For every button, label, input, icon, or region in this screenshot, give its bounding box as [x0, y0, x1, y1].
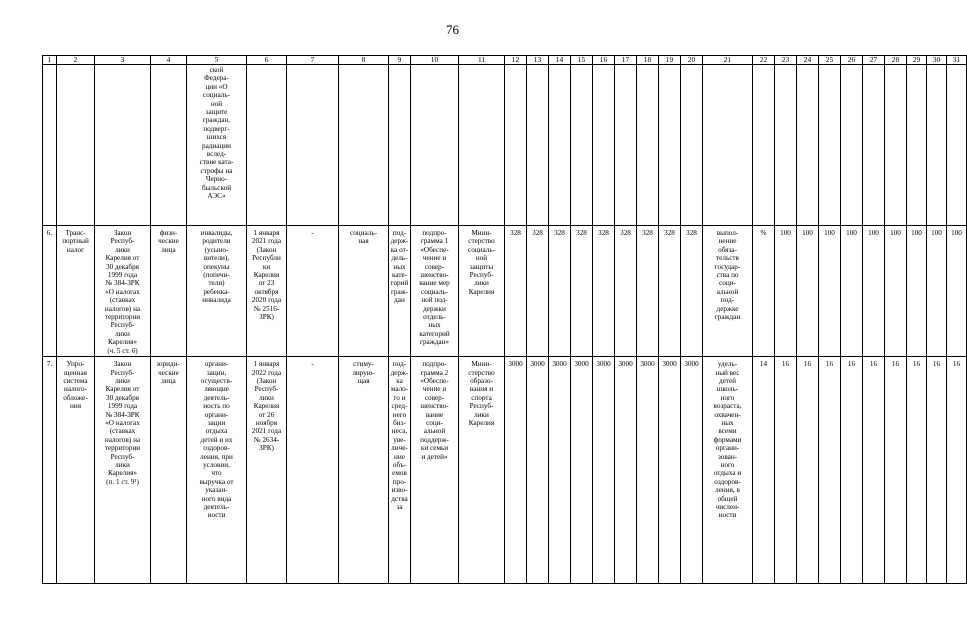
target-value-cell: 100: [841, 226, 863, 357]
target-value-cell: 100: [947, 226, 967, 357]
column-number-cell: 8: [339, 56, 389, 65]
column-number-cell: 10: [411, 56, 459, 65]
empty-cell: [841, 65, 863, 226]
column-number-cell: 29: [907, 56, 927, 65]
target-value-cell: 16: [775, 357, 797, 584]
value-cell: 3000: [571, 357, 593, 584]
taxpayer-category-cell: юриди- ческие лица: [151, 357, 187, 584]
table-row: [43, 357, 967, 584]
subprogram-cell: подпро- грамма 1 «Обеспе- чение и совер- шенство- вание мер социаль- ной под- держки отдель- ных категорий граждан»: [411, 226, 459, 357]
effective-date-cell: 1 января 2021 года (Закон Республи ки Карелия от 23 октября 2020 года № 2516- ЗРК): [247, 226, 287, 357]
empty-cell: [411, 65, 459, 226]
indicator-cell: выпол- нение обяза- тельств государ- ства по соци- альной под- держке граждан: [703, 226, 753, 357]
column-number-cell: 16: [593, 56, 615, 65]
empty-cell: [95, 65, 151, 226]
empty-cell: [549, 65, 571, 226]
page-number: 76: [446, 22, 459, 37]
value-cell: 3000: [637, 357, 659, 584]
unit-cell: 14: [753, 357, 775, 584]
empty-cell: [505, 65, 527, 226]
tax-name-cell: Транс- портный налог: [57, 226, 95, 357]
value-cell: 3000: [615, 357, 637, 584]
empty-cell: [681, 65, 703, 226]
column-number-row: [43, 56, 967, 65]
empty-cell: [863, 65, 885, 226]
column-number-cell: 1: [43, 56, 57, 65]
target-value-cell: 100: [775, 226, 797, 357]
row-number-cell: 7.: [43, 357, 57, 584]
tax-name-cell: Упро- щенная система налого- обложе- ния: [57, 357, 95, 584]
empty-cell: [797, 65, 819, 226]
column-number-cell: 28: [885, 56, 907, 65]
benefit-recipients-cell: органи- зации, осуществ- ляющие деятель- ность по органи- зации отдыха детей и их оздоров- ления, при условии, что выручка от указан- ного вида деятель- ности: [187, 357, 247, 584]
column-number-cell: 22: [753, 56, 775, 65]
target-value-cell: 16: [947, 357, 967, 584]
empty-cell: [287, 65, 339, 226]
column-number-cell: 31: [947, 56, 967, 65]
value-cell: 328: [527, 226, 549, 357]
column-number-cell: 24: [797, 56, 819, 65]
empty-cell: [151, 65, 187, 226]
value-cell: 3000: [681, 357, 703, 584]
column-number-cell: 17: [615, 56, 637, 65]
column-number-cell: 26: [841, 56, 863, 65]
value-cell: 328: [615, 226, 637, 357]
curator-cell: Мини- стерство социаль- ной защиты Респуб- лики Карелия: [459, 226, 505, 357]
column-number-cell: 20: [681, 56, 703, 65]
target-value-cell: 100: [885, 226, 907, 357]
unit-cell: %: [753, 226, 775, 357]
benefit-type-cell: социаль- ная: [339, 226, 389, 357]
target-value-cell: 16: [797, 357, 819, 584]
column-number-cell: 12: [505, 56, 527, 65]
target-value-cell: 16: [885, 357, 907, 584]
effective-date-cell: 1 января 2022 года (Закон Респуб- лики Карелия от 26 ноября 2021 года № 2634- ЗРК): [247, 357, 287, 584]
value-cell: 3000: [527, 357, 549, 584]
empty-cell: [527, 65, 549, 226]
column-number-cell: 9: [389, 56, 411, 65]
target-value-cell: 100: [819, 226, 841, 357]
subprogram-cell: подпро- грамма 2 «Обеспе- чение и совер- шенство- вание соци- альной поддерж- ки семьи и детей»: [411, 357, 459, 584]
empty-cell: [389, 65, 411, 226]
value-cell: 3000: [659, 357, 681, 584]
column-number-cell: 23: [775, 56, 797, 65]
indicator-cell: удель- ный вес детей школь- ного возраста, охвачен- ных всеми формами органи- зован- ного отдыха и оздоров- ления, в общей числен- ности: [703, 357, 753, 584]
column-number-cell: 14: [549, 56, 571, 65]
target-value-cell: 100: [863, 226, 885, 357]
column-number-cell: 21: [703, 56, 753, 65]
empty-cell: [703, 65, 753, 226]
value-cell: 328: [505, 226, 527, 357]
goal-cell: под- держ- ка от- дель- ных кате- горий граж- дан: [389, 226, 411, 357]
target-value-cell: 100: [797, 226, 819, 357]
row-number-cell: 6.: [43, 226, 57, 357]
value-cell: 328: [571, 226, 593, 357]
empty-cell: [339, 65, 389, 226]
table-row: [43, 226, 967, 357]
column-number-cell: 25: [819, 56, 841, 65]
column-number-cell: 13: [527, 56, 549, 65]
legal-act-cell: Закон Респуб- лики Карелия от 30 декабря 1999 года № 384-ЗРК «О налогах (ставках налогов) на территории Респуб- лики Карелия» (ч. 5 ст. 6): [95, 226, 151, 357]
curator-cell: Мини- стерство образо- вания и спорта Респуб- лики Карелия: [459, 357, 505, 584]
target-value-cell: 100: [927, 226, 947, 357]
empty-cell: [247, 65, 287, 226]
empty-cell: [819, 65, 841, 226]
empty-cell: [947, 65, 967, 226]
target-value-cell: 16: [907, 357, 927, 584]
target-value-cell: 16: [841, 357, 863, 584]
value-cell: 328: [593, 226, 615, 357]
value-cell: 3000: [505, 357, 527, 584]
target-value-cell: 16: [819, 357, 841, 584]
column-number-cell: 18: [637, 56, 659, 65]
value-cell: 328: [681, 226, 703, 357]
column-number-cell: 27: [863, 56, 885, 65]
empty-cell: [775, 65, 797, 226]
value-cell: 3000: [549, 357, 571, 584]
target-value-cell: 16: [863, 357, 885, 584]
column-number-cell: 4: [151, 56, 187, 65]
tax-benefits-table: [42, 55, 967, 584]
empty-cell: [885, 65, 907, 226]
empty-cell: [753, 65, 775, 226]
empty-cell: [571, 65, 593, 226]
column-number-cell: 2: [57, 56, 95, 65]
column-number-cell: 11: [459, 56, 505, 65]
column-number-cell: 19: [659, 56, 681, 65]
column-number-cell: 7: [287, 56, 339, 65]
end-date-cell: -: [287, 226, 339, 357]
benefit-type-cell: стиму- лирую- щая: [339, 357, 389, 584]
end-date-cell: -: [287, 357, 339, 584]
target-value-cell: 16: [927, 357, 947, 584]
empty-cell: [615, 65, 637, 226]
continuation-row: [43, 65, 967, 226]
empty-cell: [637, 65, 659, 226]
column-number-cell: 3: [95, 56, 151, 65]
value-cell: 328: [637, 226, 659, 357]
value-cell: 328: [549, 226, 571, 357]
empty-cell: [927, 65, 947, 226]
goal-cell: под- держ- ка мало- го и сред- него биз- неса, уве- личе- ние объ- емов про- изво- дства за: [389, 357, 411, 584]
column-number-cell: 30: [927, 56, 947, 65]
column-number-cell: 6: [247, 56, 287, 65]
benefit-recipients-cell: ской Федера- ции «О социаль- ной защите граждан, подверг- шихся радиации вслед- ствие ката- строфы на Черно- быльской АЭС»: [187, 65, 247, 226]
empty-cell: [43, 65, 57, 226]
value-cell: 328: [659, 226, 681, 357]
empty-cell: [57, 65, 95, 226]
benefit-recipients-cell: инвалиды, родители (усыно- вители), опекуны (попечи- тели) ребенка- инвалида: [187, 226, 247, 357]
taxpayer-category-cell: физи- ческие лица: [151, 226, 187, 357]
column-number-cell: 5: [187, 56, 247, 65]
empty-cell: [593, 65, 615, 226]
empty-cell: [907, 65, 927, 226]
column-number-cell: 15: [571, 56, 593, 65]
value-cell: 3000: [593, 357, 615, 584]
empty-cell: [459, 65, 505, 226]
empty-cell: [659, 65, 681, 226]
legal-act-cell: Закон Респуб- лики Карелия от 30 декабря 1999 года № 384-ЗРК «О налогах (ставках налогов) на территории Респуб- лики Карелия» (п. 1 ст. 9¹): [95, 357, 151, 584]
target-value-cell: 100: [907, 226, 927, 357]
